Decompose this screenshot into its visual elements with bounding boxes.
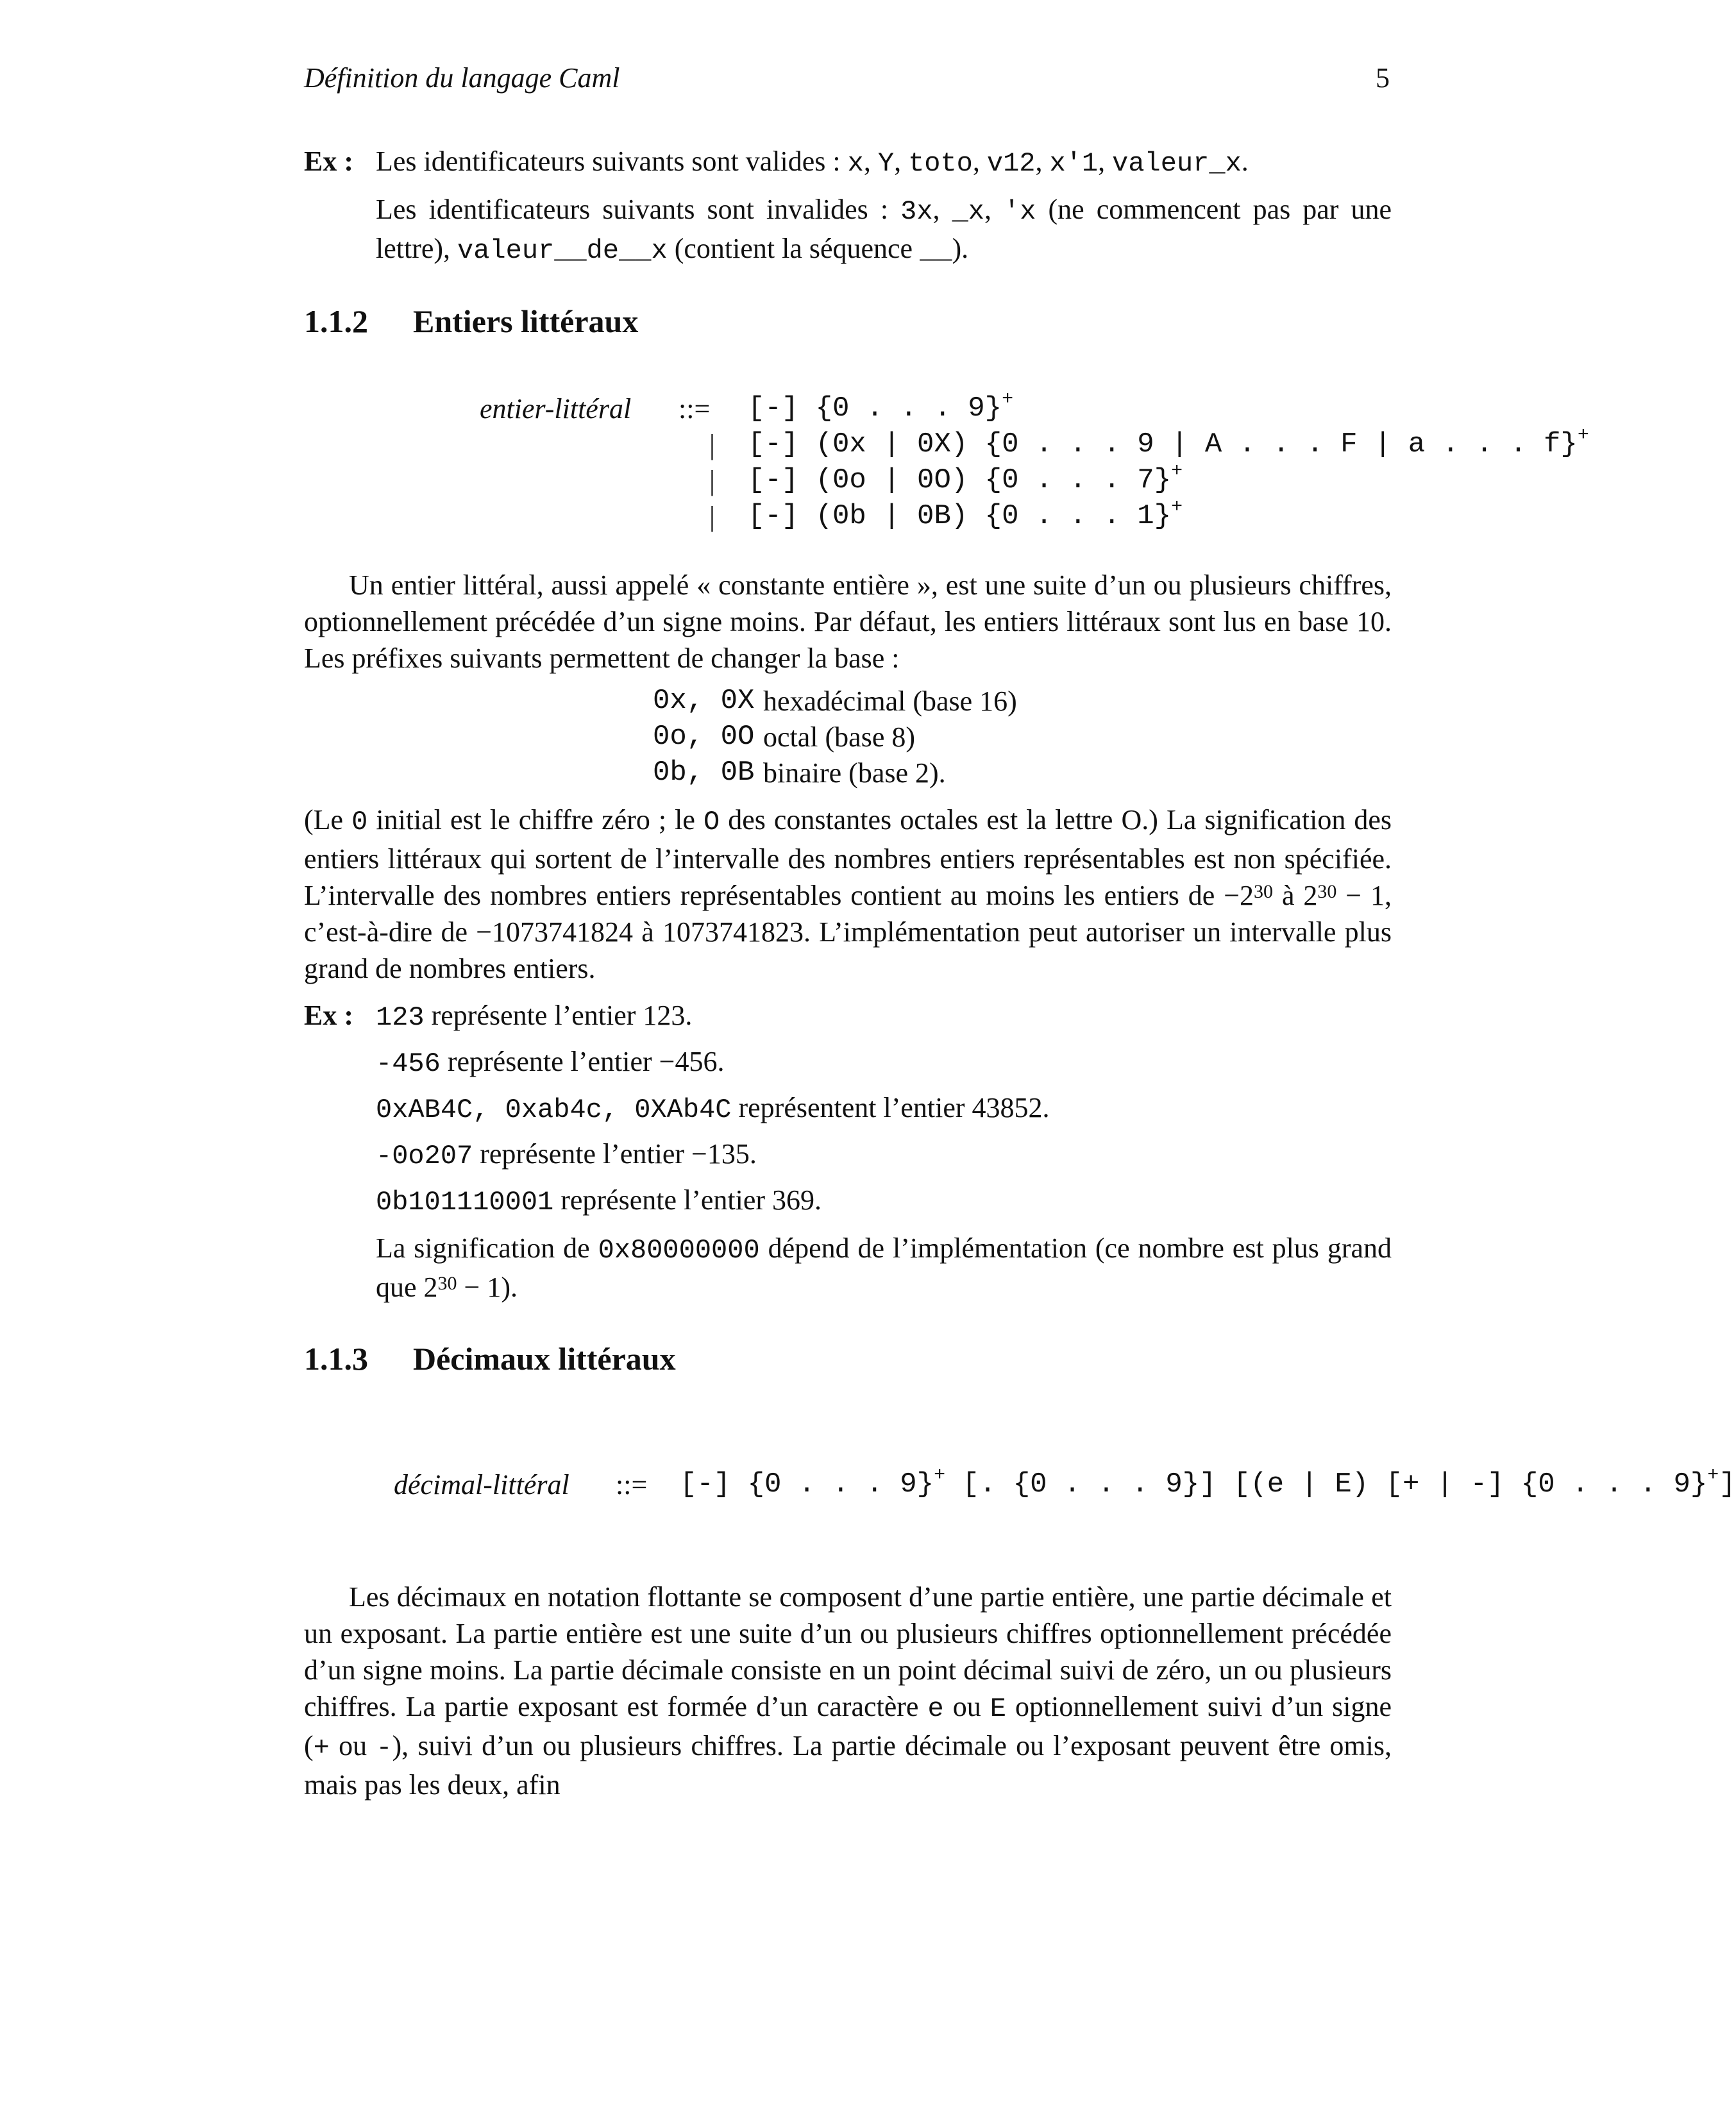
grammar-rule-text: [-] (0o | 0O) {0 . . . 7} (748, 464, 1172, 496)
paragraph-integer: Un entier littéral, aussi appelé « constante entière », est une suite d’un ou plusieurs chiffres, optionnellement précédée d’un signe moins. Par défaut, les entiers littéraux sont lus en base 10. Les préfixes suivants permettent de changer la base : (304, 569, 1392, 674)
text-run: ou (952, 1691, 981, 1722)
section-heading-112 (304, 303, 638, 340)
section-heading-113 (304, 1340, 676, 1377)
plus-superscript: + (1707, 1465, 1719, 1486)
code-char: - (376, 1733, 392, 1763)
prefix-code: 0b, 0B (653, 757, 755, 789)
example-item (376, 999, 692, 1033)
code-literal: 0b101110001 (376, 1187, 554, 1218)
exponent: 30 (1317, 881, 1337, 902)
paragraph-decimal (304, 1579, 1392, 1803)
code-id: x (847, 148, 864, 179)
example-valid-identifiers: Les identificateurs suivants sont valides : x, Y, toto, v12, x'1, valeur_x. (376, 146, 1249, 179)
prefix-meaning: binaire (base 2). (763, 757, 946, 789)
grammar-rule-text: [. {0 . . . 9}] [(e | E) [+ | -] {0 . . . 9} (962, 1468, 1708, 1500)
section-title: Entiers littéraux (413, 303, 639, 339)
code-char: E (990, 1693, 1006, 1724)
text-run: − 1, c’est-à-dire de −1073741824 à 1073741823. L’implémentation peut autoriser un intervalle plus grand de nombres entiers. (304, 880, 1392, 984)
example-item-last (376, 1230, 1392, 1306)
code-id: 3x (900, 196, 933, 227)
example-text: représente l’entier −456. (447, 1046, 725, 1077)
code-token: __ (920, 235, 952, 266)
section-number: 1.1.3 (304, 1341, 368, 1377)
text-run: (Le (304, 804, 344, 835)
grammar-rule-text: [-] {0 . . . 9} (680, 1468, 934, 1500)
example-text: représente l’entier −135. (480, 1138, 757, 1170)
grammar-define-op: ::= (616, 1469, 648, 1500)
example-text: (contient la séquence (674, 233, 913, 264)
code-literal: 123 (376, 1002, 425, 1033)
grammar-nonterminal: décimal-littéral (394, 1469, 569, 1500)
grammar-alt-bar: | (709, 429, 715, 460)
example-item (376, 1091, 1050, 1125)
example-item (376, 1138, 757, 1171)
plus-superscript: + (934, 1465, 946, 1486)
plus-superscript: + (1577, 424, 1589, 446)
example-text: La signification de (376, 1232, 590, 1264)
prefix-meaning: hexadécimal (base 16) (763, 685, 1017, 717)
code-id: toto (908, 148, 973, 179)
grammar-rule (748, 496, 1183, 532)
grammar-rule-text: ] (1719, 1468, 1736, 1500)
text-run: ), suivi d’un ou plusieurs chiffres. La partie décimale ou l’exposant peuvent être omis, mais pas les deux, afin (304, 1730, 1392, 1801)
grammar-rule-text: [-] (0b | 0B) {0 . . . 1} (748, 500, 1172, 532)
exponent: 30 (437, 1273, 457, 1294)
paragraph-range (304, 802, 1392, 987)
example-invalid-identifiers: Les identificateurs suivants sont invalides : 3x, _x, 'x (ne commencent pas par une lettre), valeur__de__x (contient la séquence __). (376, 194, 1392, 266)
code-literal: 0x80000000 (598, 1235, 760, 1266)
grammar-alt-bar: | (709, 465, 715, 496)
example-item (376, 1184, 822, 1218)
text-run: à 2 (1281, 880, 1318, 911)
example-text: représentent l’entier 43852. (738, 1092, 1050, 1123)
code-char: e (927, 1693, 944, 1724)
example-label: Ex : (304, 146, 353, 177)
example-text: Les identificateurs suivants sont invalides : (376, 194, 889, 225)
text-run: ou (339, 1730, 367, 1761)
code-id: valeur_x (1112, 148, 1242, 179)
page-number: 5 (1376, 62, 1390, 94)
grammar-define-op: ::= (678, 393, 711, 424)
exponent: 30 (1254, 881, 1274, 902)
example-text: Les identificateurs suivants sont valides : (376, 146, 841, 177)
plus-superscript: + (1171, 496, 1183, 518)
example-text: (ne commencent pas par une lettre), (376, 194, 1392, 264)
example-text: − 1). (464, 1272, 518, 1303)
code-id: _x (952, 196, 984, 227)
code-id: v12 (986, 148, 1036, 179)
code-letter-o: O (703, 807, 720, 837)
text-run: optionnellement suivi d’un signe ( (304, 1691, 1392, 1761)
plus-superscript: + (1171, 460, 1183, 482)
example-text: ). (952, 233, 969, 264)
code-literal: -0o207 (376, 1141, 473, 1171)
prefix-meaning: octal (base 8) (763, 721, 915, 753)
example-item (376, 1045, 724, 1079)
text-run: des constantes octales est la lettre O.) La signification des entiers littéraux qui sortent de l’intervalle des nombres entiers représentables est non spécifiée. L’intervalle des nombres entiers représentables contient au moins les entiers de −2 (304, 804, 1392, 911)
prefix-code: 0x, 0X (653, 685, 755, 717)
text-run: initial est le chiffre zéro ; le (376, 804, 695, 835)
grammar-rule (748, 389, 1014, 424)
code-id: Y (877, 148, 895, 179)
grammar-rule (748, 460, 1183, 496)
code-literal: 0xAB4C, 0xab4c, 0XAb4C (376, 1095, 732, 1125)
example-text: dépend de l’implémentation (ce nombre est plus grand que 2 (376, 1232, 1392, 1303)
example-label: Ex : (304, 1000, 353, 1031)
text-run: Les décimaux en notation flottante se composent d’une partie entière, une partie décimale et un exposant. La partie entière est une suite d’un ou plusieurs chiffres optionnellement précédée d’un signe moins. La partie décimale consiste en un point décimal suivi de zéro, un ou plusieurs chiffres. La partie exposant est formée d’un caractère (304, 1581, 1392, 1722)
section-title: Décimaux littéraux (413, 1341, 676, 1377)
code-literal: -456 (376, 1048, 441, 1079)
code-id: valeur__de__x (457, 235, 668, 266)
example-text: représente l’entier 123. (431, 1000, 693, 1031)
code-digit-zero: 0 (351, 807, 368, 837)
running-header-title: Définition du langage Caml (304, 62, 620, 94)
grammar-rule-text: [-] (0x | 0X) {0 . . . 9 | A . . . F | a . . . f} (748, 428, 1578, 460)
grammar-alt-bar: | (709, 501, 715, 532)
code-char: + (313, 1733, 330, 1763)
plus-superscript: + (1002, 389, 1014, 410)
example-text: représente l’entier 369. (560, 1184, 822, 1216)
code-id: x'1 (1049, 148, 1099, 179)
grammar-rule-text: [-] {0 . . . 9} (748, 392, 1002, 424)
grammar-rule (680, 1465, 1736, 1500)
grammar-nonterminal: entier-littéral (480, 393, 632, 424)
section-number: 1.1.2 (304, 303, 368, 339)
grammar-rule (748, 424, 1589, 460)
prefix-code: 0o, 0O (653, 721, 755, 753)
code-id: 'x (1004, 196, 1036, 227)
